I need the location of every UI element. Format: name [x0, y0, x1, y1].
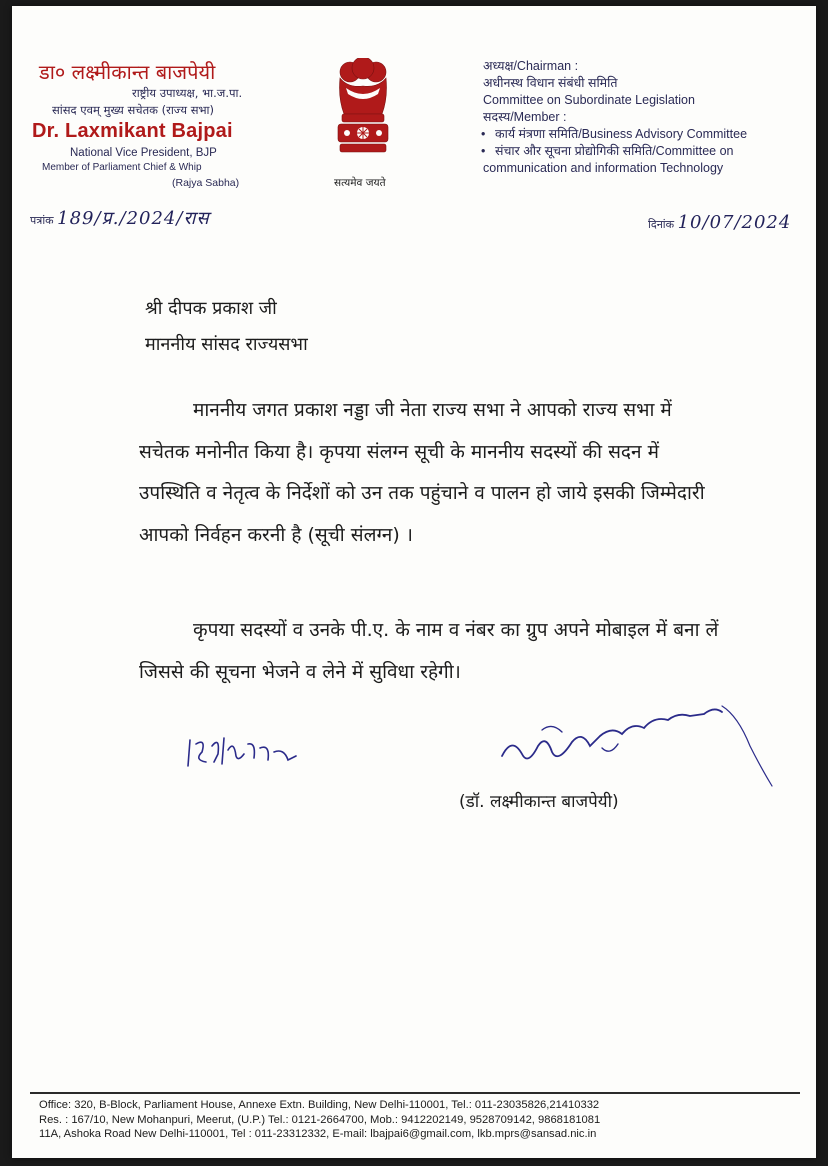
- letterhead-title-hindi-1: राष्ट्रीय उपाध्यक्ष, भा.ज.पा.: [132, 86, 243, 100]
- member-label: सदस्य/Member :: [483, 110, 567, 124]
- member-item-2-line-2: communication and information Technology: [483, 161, 724, 175]
- reference-number: [30, 206, 210, 230]
- letter-date: [648, 212, 791, 233]
- member-item-2-line-1: • संचार और सूचना प्रोद्योगिकी समिति/Committee on: [483, 143, 747, 160]
- addressee-name: श्री दीपक प्रकाश जी: [145, 298, 277, 319]
- emblem-motto: सत्यमेव जयते: [334, 177, 386, 189]
- signature-image: [482, 686, 782, 806]
- signatory-name: (डॉ. लक्ष्मीकान्त बाजपेयी): [459, 792, 619, 812]
- member-item-1: • कार्य मंत्रणा समिति/Business Advisory Committee: [483, 126, 747, 143]
- footer-delhi-address: 11A, Ashoka Road New Delhi-110001, Tel : 011-23312332, E-mail: lbajpai6@gmail.com, lkb.mprs@sansad.nic.in: [39, 1128, 597, 1140]
- letter-page: [12, 6, 816, 1158]
- body-paragraph-1-text: माननीय जगत प्रकाश नड्डा जी नेता राज्य सभा ने आपको राज्य सभा में सचेतक मनोनीत किया है। कृपया संलग्न सूची के माननीय सदस्यों की सदन में उपस्थिति व नेतृत्व के निर्देशों को उन तक पहुंचाने व पालन हो जाये इसकी जिम्मेदारी आपको निर्वहन करनी है (सूची संलग्न) ।: [139, 399, 705, 546]
- date-label: दिनांक: [648, 218, 675, 231]
- letterhead-name-hindi: डा० लक्ष्मीकान्त बाजपेयी: [39, 60, 216, 84]
- addressee-designation: माननीय सांसद राज्यसभा: [145, 334, 308, 355]
- reference-value: 189/प्र./2024/रास: [57, 208, 210, 229]
- state-emblem-icon: [330, 58, 396, 170]
- footer-contact: [39, 1098, 600, 1142]
- committee-positions: [483, 58, 747, 177]
- letterhead-name-english: Dr. Laxmikant Bajpai: [32, 120, 233, 142]
- chairman-label: अध्यक्ष/Chairman :: [483, 59, 579, 73]
- footer-residence: Res. : 167/10, New Mohanpuri, Meerut, (U.P.) Tel.: 0121-2664700, Mob.: 9412202149, 9528709142, 9868181081: [39, 1113, 601, 1126]
- chairman-committee-hindi: अधीनस्थ विधान संबंधी समिति: [483, 76, 618, 90]
- body-paragraph-2: [139, 610, 719, 693]
- handwritten-enclosure-note: [184, 730, 309, 780]
- reference-label: पत्रांक: [30, 214, 54, 227]
- date-value: 10/07/2024: [677, 212, 792, 233]
- letterhead-title-english-3: (Rajya Sabha): [172, 177, 240, 189]
- letterhead-title-english-2: Member of Parliament Chief & Whip: [42, 162, 202, 173]
- body-paragraph-2-text: कृपया सदस्यों व उनके पी.ए. के नाम व नंबर का ग्रुप अपने मोबाइल में बना लें जिससे की सूचना भेजने व लेने में सुविधा रहेगी।: [139, 619, 719, 683]
- letterhead-title-english-1: National Vice President, BJP: [70, 147, 217, 159]
- body-paragraph-1: [139, 390, 719, 556]
- chairman-committee-english: Committee on Subordinate Legislation: [483, 93, 695, 107]
- letterhead-title-hindi-2: सांसद एवम् मुख्य सचेतक (राज्य सभा): [52, 103, 215, 117]
- footer-office: Office: 320, B-Block, Parliament House, Annexe Extn. Building, New Delhi-110001, Tel.: 011-23035826,21410332: [39, 1099, 600, 1111]
- footer-divider: [30, 1092, 800, 1094]
